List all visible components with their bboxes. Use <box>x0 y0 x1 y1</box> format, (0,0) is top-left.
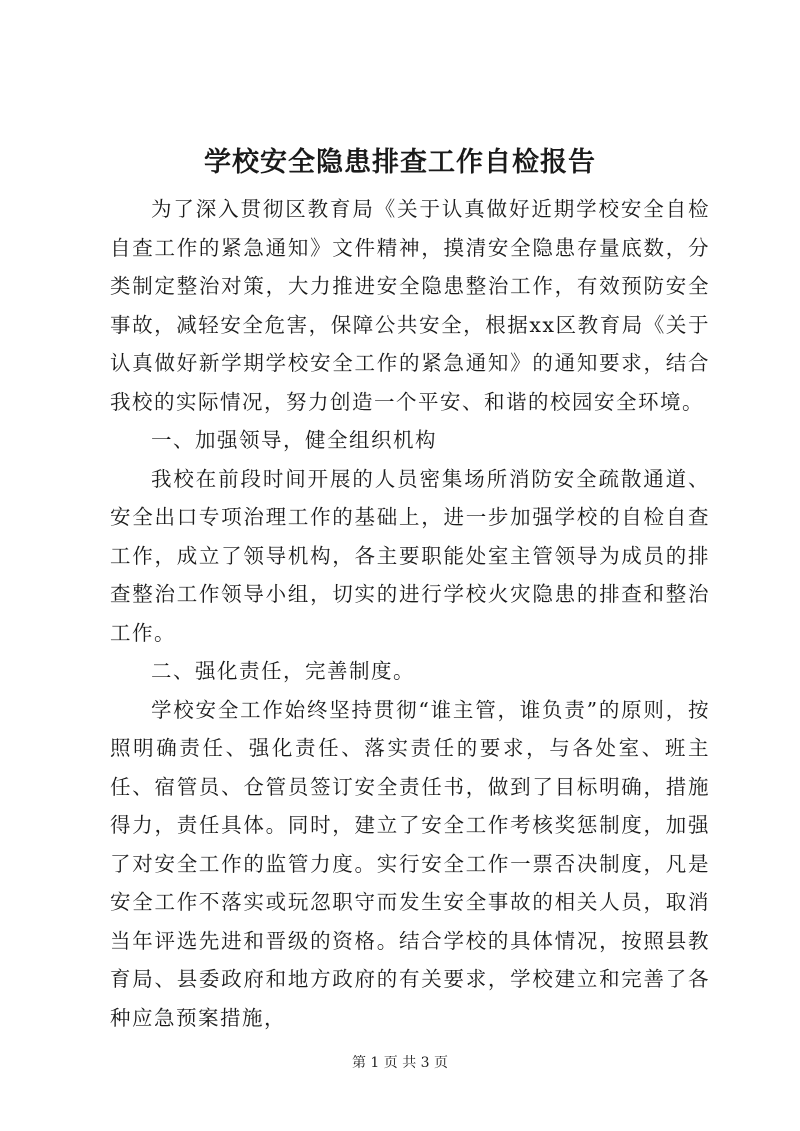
intro-paragraph: 为了深入贯彻区教育局《关于认真做好近期学校安全自检自查工作的紧急通知》文件精神，摸清安全隐患存量底数，分类制定整治对策，大力推进安全隐患整治工作，有效预防安全事故，减轻安全危害，保障公共安全，根据xx区教育局《关于认真做好新学期学校安全工作的紧急通知》的通知要求，结合我校的实际情况，努力创造一个平安、和谐的校园安全环境。 <box>110 197 710 414</box>
document-title: 学校安全隐患排查工作自检报告 <box>204 147 596 178</box>
page-number-footer: 第 1 页 共 3 页 <box>351 1055 449 1071</box>
section-2-paragraph: 学校安全工作始终坚持贯彻“谁主管，谁负责”的原则，按照明确责任、强化责任、落实责任的要求，与各处室、班主任、宿管员、仓管员签订安全责任书，做到了目标明确，措施得力，责任具体。同时，建立了安全工作考核奖惩制度，加强了对安全工作的监管力度。实行安全工作一票否决制度，凡是安全工作不落实或玩忽职守而发生安全事故的相关人员，取消当年评选先进和晋级的资格。结合学校的具体情况，按照县教育局、县委政府和地方政府的有关要求，学校建立和完善了各种应急预案措施， <box>110 697 710 1030</box>
section-heading-1: 一、加强领导，健全组织机构 <box>151 428 437 452</box>
document-body <box>110 190 710 1037</box>
section-heading-2: 二、强化责任，完善制度。 <box>151 659 415 683</box>
section-1-paragraph: 我校在前段时间开展的人员密集场所消防安全疏散通道、安全出口专项治理工作的基础上，进一步加强学校的自检自查工作，成立了领导机构，各主要职能处室主管领导为成员的排查整治工作领导小组，切实的进行学校火灾隐患的排查和整治工作。 <box>110 466 710 645</box>
